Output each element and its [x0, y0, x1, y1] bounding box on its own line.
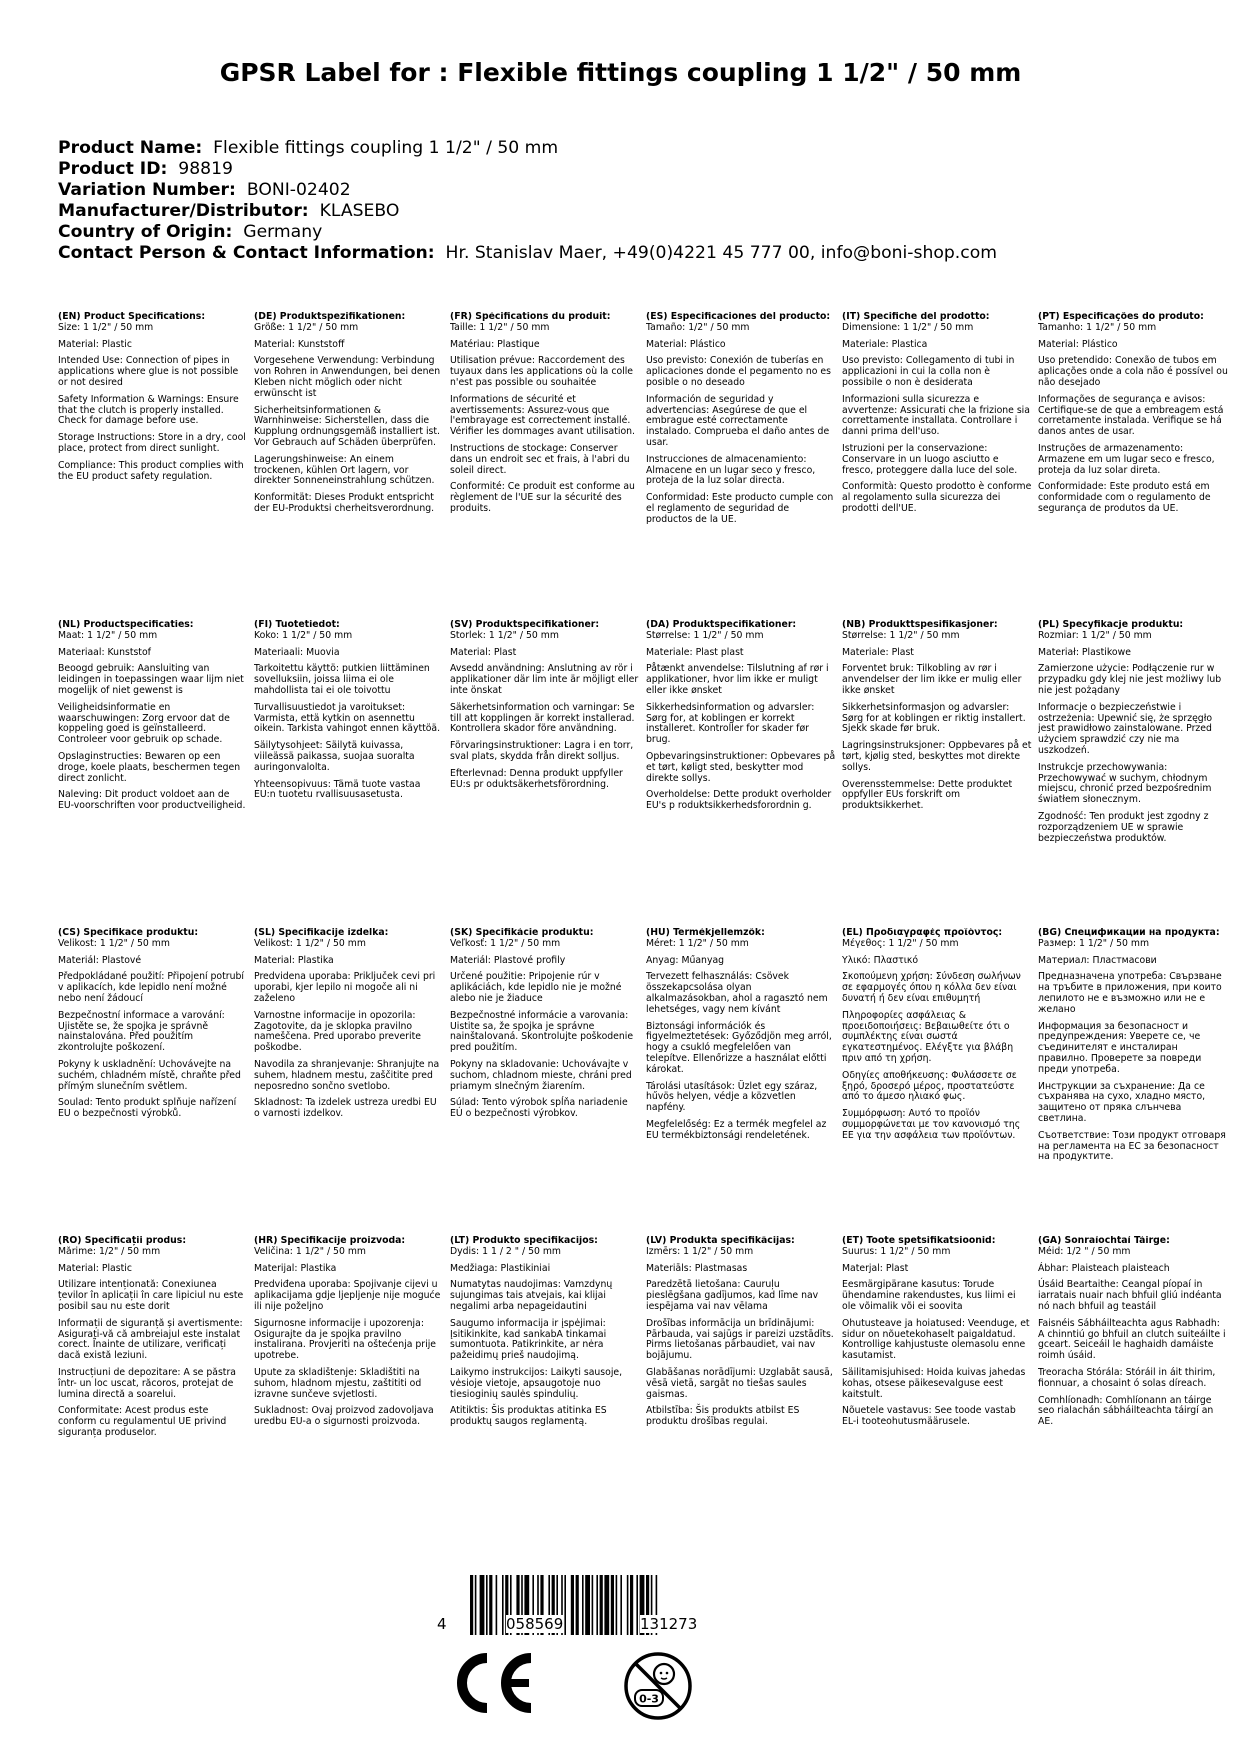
spec-paragraph: Uso previsto: Conexión de tuberías en aplicaciones donde el pegamento no es posible o no deseado: [646, 355, 831, 388]
language-spec-block: [450, 312, 646, 620]
spec-paragraph: Forventet bruk: Tilkobling av rør i anvendelser der lim ikke er mulig eller ikke ønsket: [842, 663, 1022, 696]
spec-paragraph: Veiligheidsinformatie en waarschuwingen: Zorg ervoor dat de koppeling goed is geïnstalleerd. Controleer voor gebruik op schade.: [58, 701, 230, 746]
info-value: Germany: [243, 222, 323, 242]
spec-material: Material: Kunststoff: [254, 338, 345, 350]
spec-size: Velikost: 1 1/2" / 50 mm: [254, 937, 366, 949]
spec-paragraph: Naleving: Dit product voldoet aan de EU-voorschriften voor productveiligheid.: [58, 789, 246, 812]
spec-paragraph: Informații de siguranță și avertismente: Asigurați-vă că ambreiajul este instalat corect. Înainte de utilizare, verificați dacă există leziuni.: [58, 1317, 243, 1362]
spec-heading: (PL) Specyfikacje produktu:: [1038, 620, 1184, 630]
spec-paragraph: Lagerungshinweise: An einem trockenen, kühlen Ort lagern, vor direkter Sonneneinstrahlung schützen.: [254, 453, 435, 487]
spec-size: Méret: 1 1/2" / 50 mm: [646, 937, 749, 949]
spec-heading: (SK) Špecifikácie produktu:: [450, 928, 594, 938]
spec-heading: (ES) Especificaciones del producto:: [646, 312, 831, 322]
spec-material: Materjal: Plast: [842, 1262, 909, 1274]
spec-heading: (CS) Specifikace produktu:: [58, 928, 199, 938]
info-label: Product ID:: [58, 159, 168, 179]
info-value: Hr. Stanislav Maer, +49(0)4221 45 777 00, info@boni-shop.com: [445, 243, 997, 263]
spec-paragraph: Förvaringsinstruktioner: Lagra i en torr, sval plats, skydda från direkt solljus.: [450, 740, 634, 762]
spec-paragraph: Tarkoitettu käyttö: putkien liittäminen sovelluksiin, joissa liima ei ole mahdollista tai ei ole toivottu: [254, 663, 430, 696]
info-label: Contact Person & Contact Information:: [58, 243, 435, 263]
barcode-bar: [486, 1575, 488, 1635]
spec-paragraph: Conformitate: Acest produs este conform cu regulamentul UE privind siguranța produselor.: [58, 1405, 227, 1438]
language-spec-block: [842, 1236, 1038, 1544]
spec-paragraph: Tárolási utasítások: Üzlet egy száraz, hűvös helyen, védje a közvetlen napfény.: [646, 1080, 818, 1114]
spec-paragraph: Informazioni sulla sicurezza e avvertenze: Assicurati che la frizione sia correttamente installata. Controllare i danni prima dell'uso.: [842, 393, 1030, 438]
spec-paragraph: Efterlevnad: Denna produkt uppfyller EU:s pr oduktsäkerhetsförordning.: [450, 767, 623, 790]
ce-mark-icon: [451, 1652, 536, 1714]
spec-size: Size: 1 1/2" / 50 mm: [58, 321, 154, 333]
spec-paragraph: Informations de sécurité et avertissements: Assurez-vous que l'embrayage est correctement installé. Vérifier les dommages avant utilisation.: [450, 393, 636, 438]
page-title: GPSR Label for : Flexible fittings coupling 1 1/2" / 50 mm: [219, 58, 1022, 87]
info-country-of-origin: [58, 222, 997, 243]
spec-paragraph: Opslaginstructies: Bewaren op een droge, koele plaats, beschermen tegen direct zonlicht.: [58, 750, 241, 784]
spec-material: Materiale: Plast: [842, 646, 914, 658]
spec-paragraph: Drošības informācija un brīdinājumi: Pārbauda, vai sajūgs ir pareizi uzstādīts. Pirms lietošanas pārbaudiet, vai nav bojājumu.: [646, 1317, 834, 1362]
spec-paragraph: Säilytysohjeet: Säilytä kuivassa, viileässä paikassa, suojaa suoralta auringonvalolta.: [254, 740, 415, 773]
barcode-bar: [596, 1575, 598, 1635]
spec-paragraph: Bezpečnostní informace a varování: Ujistěte se, že spojka je správně nainstalována. Před použitím zkontrolujte poškození.: [58, 1009, 225, 1054]
spec-paragraph: Atitiktis: Šis produktas atitinka ES produktų saugos reglamentą.: [450, 1405, 607, 1428]
spec-paragraph: Säkerhetsinformation och varningar: Se till att kopplingen är korrekt installerad. Kontrollera skador före användning.: [450, 701, 635, 735]
barcode-bar: [604, 1575, 609, 1635]
spec-paragraph: Sicherheitsinformationen & Warnhinweise: Sicherstellen, dass die Kupplung ordnungsgemäß installiert ist. Vor Gebrauch auf Schäden überprüfen.: [254, 404, 440, 448]
spec-paragraph: Comhlíonadh: Comhlíonann an táirge seo rialachán sábháilteachta táirgí an AE.: [1038, 1394, 1214, 1428]
spec-heading: (SL) Specifikacije izdelka:: [254, 928, 389, 938]
spec-material: Υλικό: Πλαστικό: [842, 954, 919, 966]
spec-size: Tamaño: 1/2" / 50 mm: [646, 321, 750, 333]
language-spec-block: [58, 1236, 254, 1544]
info-label: Product Name:: [58, 138, 203, 158]
spec-size: Rozmiar: 1 1/2" / 50 mm: [1038, 629, 1152, 641]
spec-size: Velikost: 1 1/2" / 50 mm: [58, 937, 170, 949]
spec-paragraph: Ohutusteave ja hoiatused: Veenduge, et sidur on nõuetekohaselt paigaldatud. Kontrollige kahjustuste olemasolu enne kasutamist.: [842, 1317, 1030, 1362]
spec-paragraph: Biztonsági információk és figyelmeztetések: Győződjön meg arról, hogy a csukló megfelelően van telepítve. Ellenőrizze a használat előtti károkat.: [646, 1020, 832, 1075]
spec-paragraph: Conformité: Ce produit est conforme au règlement de l'UE sur la sécurité des produits.: [450, 481, 635, 514]
spec-paragraph: Saugumo informacija ir įspėjimai: Įsitikinkite, kad sankabA tinkamai sumontuota. Patikrinkite, ar nėra pažeidimų prieš naudojimą.: [450, 1317, 607, 1362]
spec-paragraph: Información de seguridad y advertencias: Asegúrese de que el embrague esté correctamente instalado. Comprueba el daño antes de usar.: [646, 393, 830, 448]
spec-paragraph: Faisnéis Sábháilteachta agus Rabhadh: A chinntiú go bhfuil an clutch suiteáilte i gceart. Seiceáil le haghaidh damáiste roimh úsáid.: [1038, 1317, 1226, 1362]
info-label: Manufacturer/Distributor:: [58, 201, 309, 221]
spec-paragraph: Информация за безопасност и предупреждения: Уверете се, че съединителят е инсталиран правилно. Проверете за повреди преди употреба.: [1038, 1020, 1202, 1075]
language-spec-block: [842, 928, 1038, 1236]
barcode-bar: [636, 1575, 638, 1635]
spec-material: Material: Plast: [450, 646, 517, 658]
spec-paragraph: Avsedd användning: Anslutning av rör i applikationer där lim inte är möjligt eller inte önskat: [450, 663, 639, 696]
spec-heading: (BG) Спецификации на продукта:: [1038, 928, 1220, 938]
spec-heading: (IT) Specifiche del prodotto:: [842, 312, 990, 322]
spec-paragraph: Съответствие: Този продукт отговаря на регламента на ЕС за безопасност на продуктите.: [1038, 1129, 1226, 1163]
barcode-bar: [616, 1575, 618, 1635]
language-spec-block: [450, 928, 646, 1236]
info-value: BONI-02402: [246, 180, 351, 200]
spec-paragraph: Påtænkt anvendelse: Tilslutning af rør i applikationer, hvor lim ikke er muligt eller ikke ønsket: [646, 663, 829, 696]
barcode-bar: [480, 1575, 485, 1635]
info-variation-number: [58, 180, 997, 201]
spec-paragraph: Varnostne informacije in opozorila: Zagotovite, da je sklopka pravilno nameščena. Pred uporabo preverite poškodbe.: [254, 1009, 421, 1054]
spec-paragraph: Instrucciones de almacenamiento: Almacene en un lugar seco y fresco, proteja de la luz solar directa.: [646, 453, 816, 487]
language-spec-block: [254, 620, 450, 928]
barcode-bar: [585, 1575, 590, 1635]
spec-paragraph: Pokyny na skladovanie: Uchovávajte v suchom, chladnom mieste, chráni pred priamym slnečným žiarením.: [450, 1058, 632, 1092]
spec-size: Dimensione: 1 1/2" / 50 mm: [842, 321, 974, 333]
spec-heading: (ET) Toote spetsifikatsioonid:: [842, 1236, 996, 1246]
barcode-bar: [571, 1575, 574, 1635]
spec-paragraph: Předpokládané použití: Připojení potrubí v aplikacích, kde lepidlo není možné nebo není žádoucí: [58, 971, 244, 1004]
spec-paragraph: Pokyny k uskladnění: Uchovávejte na suchém, chladném místě, chraňte před přímým slunečním světlem.: [58, 1058, 241, 1092]
info-value: KLASEBO: [319, 201, 400, 221]
barcode-bar: [592, 1575, 594, 1635]
spec-heading: (RO) Specificații produs:: [58, 1236, 187, 1246]
spec-heading: (FI) Tuotetiedot:: [254, 620, 340, 630]
spec-paragraph: Conformidade: Este produto está em conformidade com o regulamento de segurança de produtos da UE.: [1038, 481, 1211, 514]
spec-size: Koko: 1 1/2" / 50 mm: [254, 629, 353, 641]
barcode-bar: [627, 1575, 629, 1635]
spec-material: Materiál: Plastové profily: [450, 954, 566, 966]
spec-size: Veľkosť: 1 1/2" / 50 mm: [450, 937, 561, 949]
spec-paragraph: Conformità: Questo prodotto è conforme al regolamento sulla sicurezza dei prodotti dell'UE.: [842, 481, 1032, 514]
info-label: Variation Number:: [58, 180, 236, 200]
spec-heading: (SV) Produktspecifikationer:: [450, 620, 600, 630]
info-manufacturer: [58, 201, 997, 222]
spec-heading: (GA) Sonraíochtaí Táirge:: [1038, 1236, 1170, 1246]
spec-heading: (DA) Produktspecifikationer:: [646, 620, 797, 630]
spec-paragraph: Treoracha Stórála: Stóráil in áit thirim, fionnuar, a chosaint ó solas díreach.: [1038, 1366, 1216, 1389]
spec-heading: (NL) Productspecificaties:: [58, 620, 194, 630]
spec-paragraph: Eesmärgipärane kasutus: Torude ühendamine rakendustes, kus liimi ei ole võimalik või ei soovita: [842, 1279, 1016, 1312]
language-spec-block: [1038, 312, 1234, 620]
spec-paragraph: Uso pretendido: Conexão de tubos em aplicações onde a cola não é possível ou não desejado: [1038, 355, 1228, 388]
barcode-digit-prefix: 4: [437, 1615, 447, 1633]
spec-paragraph: Οδηγίες αποθήκευσης: Φυλάσσετε σε ξηρό, δροσερό μέρος, προστατεύστε από το άμεσο ηλιακό φως.: [842, 1069, 1017, 1103]
spec-size: Størrelse: 1 1/2" / 50 mm: [842, 629, 960, 641]
spec-material: Material: Plastic: [58, 1262, 132, 1274]
spec-paragraph: Atbilstība: Šis produkts atbilst ES produktu drošības regulai.: [646, 1405, 800, 1428]
spec-paragraph: Beoogd gebruik: Aansluiting van leidingen in toepassingen waar lijm niet mogelijk of niet gewenst is: [58, 663, 244, 696]
spec-material: Material: Plástico: [1038, 338, 1118, 350]
spec-paragraph: Určené použitie: Pripojenie rúr v aplikáciách, kde lepidlo nie je možné alebo nie je žiaduce: [450, 971, 622, 1004]
age-warning-0-3-icon: [622, 1650, 694, 1722]
spec-paragraph: Intended Use: Connection of pipes in applications where glue is not possible or not desired: [58, 355, 239, 388]
barcode-bar: [576, 1575, 579, 1635]
spec-material: Material: Plastic: [58, 338, 132, 350]
language-specifications-grid: [58, 312, 1241, 1544]
spec-size: Taille: 1 1/2" / 50 mm: [450, 321, 550, 333]
barcode-digit-group-1: 058569: [506, 1615, 564, 1633]
spec-paragraph: Skladnost: Ta izdelek ustreza uredbi EU o varnosti izdelkov.: [254, 1097, 437, 1120]
barcode-digit-group-2: 131273: [640, 1615, 698, 1633]
spec-material: Ábhar: Plaisteach plaisteach: [1038, 1262, 1170, 1274]
spec-paragraph: Informacje o bezpieczeństwie i ostrzeżenia: Upewnić się, że sprzęgło jest prawidłowo zainstalowane. Przed użyciem sprawdzić czy nie ma uszkodzeń.: [1038, 701, 1213, 756]
info-contact: [58, 243, 997, 264]
spec-paragraph: Instrucțiuni de depozitare: A se păstra într- un loc uscat, răcoros, protejat de lumina directă a soarelui.: [58, 1366, 236, 1400]
product-info: [58, 138, 997, 264]
spec-paragraph: Sikkerhetsinformasjon og advarsler: Sørg for at koblingen er riktig installert. Sjekk skade før bruk.: [842, 701, 1026, 735]
spec-paragraph: Zamierzone użycie: Podłączenie rur w przypadku gdy klej nie jest możliwy lub nie jest pożądany: [1038, 663, 1222, 696]
language-spec-block: [646, 928, 842, 1236]
spec-paragraph: Opbevaringsinstruktioner: Opbevares på et tørt, køligt sted, beskytter mod direkte sollys.: [646, 750, 836, 784]
spec-material: Materiaal: Kunststof: [58, 646, 151, 658]
spec-paragraph: Zgodność: Ten produkt jest zgodny z rozporządzeniem UE w sprawie bezpieczeństwa produktów.: [1038, 810, 1209, 844]
spec-paragraph: Nõuetele vastavus: See toode vastab EL-i tooteohutusmäärusele.: [842, 1405, 1016, 1428]
language-spec-block: [842, 312, 1038, 620]
spec-size: Méid: 1/2 " / 50 mm: [1038, 1245, 1131, 1257]
spec-paragraph: Predvidena uporaba: Priključek cevi pri uporabi, kjer lepilo ni mogoče ali ni zaželeno: [254, 971, 436, 1004]
spec-paragraph: Súlad: Tento výrobok spĺňa nariadenie EÚ o bezpečnosti výrobkov.: [450, 1097, 628, 1120]
spec-paragraph: Säilitamisjuhised: Hoida kuivas jahedas kohas, otsese päikesevalguse eest kaitstult.: [842, 1366, 1026, 1400]
spec-heading: (HR) Specifikacije proizvoda:: [254, 1236, 406, 1246]
spec-paragraph: Megfelelőség: Ez a termék megfelel az EU termékbiztonsági rendeletének.: [646, 1118, 827, 1141]
language-spec-block: [646, 620, 842, 928]
info-value: Flexible fittings coupling 1 1/2" / 50 mm: [213, 138, 559, 158]
spec-heading: (DE) Produktspezifikationen:: [254, 312, 406, 322]
spec-paragraph: Informações de segurança e avisos: Certifique-se de que a embreagem está corretamente instalada. Verifique se há danos antes de usar.: [1038, 393, 1224, 438]
spec-paragraph: Storage Instructions: Store in a dry, cool place, protect from direct sunlight.: [58, 432, 246, 454]
language-spec-block: [58, 928, 254, 1236]
spec-paragraph: Konformität: Dieses Produkt entspricht der EU-Produktsi cherheitsverordnung.: [254, 492, 435, 514]
spec-paragraph: Turvallisuustiedot ja varoitukset: Varmista, että kytkin on asennettu oikein. Tarkista vahingot ennen käyttöä.: [254, 701, 441, 735]
spec-paragraph: Vorgesehene Verwendung: Verbindung von Rohren in Anwendungen, bei denen Kleben nicht möglich oder nicht erwünscht ist: [254, 355, 441, 399]
spec-material: Medžiaga: Plastikiniai: [450, 1262, 551, 1274]
barcode-bar: [620, 1575, 622, 1635]
barcode-bar: [489, 1575, 492, 1635]
spec-paragraph: Compliance: This product complies with the EU product safety regulation.: [58, 459, 244, 482]
spec-paragraph: Tervezett felhasználás: Csövek összekapcsolása olyan alkalmazásokban, ahol a ragasztó nem lehetséges, vagy nem kívánt: [646, 971, 828, 1015]
spec-size: Storlek: 1 1/2" / 50 mm: [450, 629, 559, 641]
spec-material: Material: Plástico: [646, 338, 726, 350]
spec-size: Mărime: 1/2" / 50 mm: [58, 1245, 161, 1257]
spec-size: Größe: 1 1/2" / 50 mm: [254, 321, 359, 333]
spec-paragraph: Safety Information & Warnings: Ensure that the clutch is properly installed. Check for damage before use.: [58, 393, 239, 427]
spec-paragraph: Conformidad: Este producto cumple con el reglamento de seguridad de productos de la UE.: [646, 492, 834, 525]
spec-paragraph: Πληροφορίες ασφάλειας & προειδοποιήσεις: Βεβαιωθείτε ότι ο συμπλέκτης είναι σωστά εγκατεστημένος. Ελέγξτε για βλάβη πριν από τη χρήση.: [842, 1009, 1014, 1064]
spec-heading: (LV) Produkta specifikācijas:: [646, 1236, 795, 1246]
spec-heading: (NB) Produkttspesifikasjoner:: [842, 620, 998, 630]
language-spec-block: [58, 620, 254, 928]
spec-paragraph: Laikymo instrukcijos: Laikyti sausoje, vėsioje vietoje, apsaugotoje nuo tiesioginių saulės spindulių.: [450, 1366, 623, 1400]
spec-paragraph: Overholdelse: Dette produkt overholder EU's p roduktsikkerhedsforordnin g.: [646, 789, 832, 812]
language-spec-block: [646, 312, 842, 620]
spec-size: Размер: 1 1/2" / 50 mm: [1038, 937, 1150, 949]
spec-heading: (HU) Termékjellemzők:: [646, 928, 765, 938]
spec-paragraph: Σκοπούμενη χρήση: Σύνδεση σωλήνων σε εφαρμογές όπου η κόλλα δεν είναι δυνατή ή δεν είναι επιθυμητή: [842, 971, 1021, 1004]
barcode-bar: [475, 1575, 477, 1635]
spec-material: Material: Plastika: [254, 954, 334, 966]
language-spec-block: [58, 312, 254, 620]
spec-paragraph: Numatytas naudojimas: Vamzdynų sujungimas tais atvejais, kai klijai negalimi arba nepageidautini: [450, 1279, 613, 1312]
spec-paragraph: Sigurnosne informacije i upozorenja: Osigurajte da je spojka pravilno instalirana. Provjeriti na oštećenja prije upotrebe.: [254, 1317, 436, 1362]
info-label: Country of Origin:: [58, 222, 233, 242]
spec-size: Izmērs: 1 1/2" / 50 mm: [646, 1245, 754, 1257]
spec-material: Materiaali: Muovia: [254, 646, 340, 658]
language-spec-block: [254, 312, 450, 620]
spec-material: Materiāls: Plastmasas: [646, 1262, 748, 1274]
barcode-bar: [496, 1575, 498, 1635]
spec-paragraph: Sukladnost: Ovaj proizvod zadovoljava uredbu EU-a o sigurnosti proizvoda.: [254, 1405, 434, 1428]
spec-paragraph: Instruções de armazenamento: Armazene em um lugar seco e fresco, proteja da luz solar direta.: [1038, 442, 1215, 476]
spec-paragraph: Инструкции за съхранение: Да се съхранява на сухо, хладно място, защитено от пряка слънчева светлина.: [1038, 1080, 1206, 1124]
language-spec-block: [842, 620, 1038, 928]
language-spec-block: [450, 620, 646, 928]
spec-heading: (EL) Προδιαγραφές προϊόντος:: [842, 928, 1003, 938]
spec-size: Størrelse: 1 1/2" / 50 mm: [646, 629, 764, 641]
svg-text:0-3: 0-3: [639, 1692, 659, 1706]
spec-paragraph: Instructions de stockage: Conserver dans un endroit sec et frais, à l'abri du soleil direct.: [450, 442, 630, 476]
barcode-bar: [600, 1575, 603, 1635]
info-value: 98819: [178, 159, 233, 179]
info-product-name: [58, 138, 997, 159]
spec-material: Материал: Пластмасови: [1038, 954, 1157, 966]
spec-heading: (EN) Product Specifications:: [58, 312, 206, 322]
spec-paragraph: Overensstemmelse: Dette produktet oppfyller EUs forskrift om produktsikkerhet.: [842, 778, 1013, 812]
spec-paragraph: Istruzioni per la conservazione: Conservare in un luogo asciutto e fresco, proteggere dalla luce del sole.: [842, 442, 1018, 476]
barcode-bar: [630, 1575, 633, 1635]
spec-material: Materiál: Plastové: [58, 954, 142, 966]
barcode-bar: [611, 1575, 614, 1635]
spec-size: Μέγεθος: 1 1/2" / 50 mm: [842, 937, 959, 949]
spec-material: Materiale: Plast plast: [646, 646, 744, 658]
spec-size: Suurus: 1 1/2" / 50 mm: [842, 1245, 951, 1257]
language-spec-block: [254, 1236, 450, 1544]
spec-paragraph: Predviđena uporaba: Spojivanje cijevi u aplikacijama gdje ljepljenje nije moguće ili nije poželjno: [254, 1279, 441, 1312]
spec-paragraph: Uso previsto: Collegamento di tubi in applicazioni in cui la colla non è possibile o non è desiderata: [842, 355, 1015, 388]
spec-paragraph: Bezpečnostné informácie a varovania: Uistite sa, že spojka je správne nainštalovaná. Skontrolujte poškodenie pred použitím.: [450, 1009, 634, 1054]
language-spec-block: [1038, 928, 1234, 1236]
barcode-bar: [564, 1575, 566, 1635]
spec-material: Materiale: Plastica: [842, 338, 928, 350]
spec-paragraph: Paredzētā lietošana: Cauruļu pieslēgšana gadījumos, kad līme nav iespējama vai nav vēlama: [646, 1279, 819, 1312]
language-spec-block: [1038, 1236, 1234, 1544]
spec-paragraph: Yhteensopivuus: Tämä tuote vastaa EU:n tuotetu rvallisuusasetusta.: [254, 778, 421, 801]
spec-size: Maat: 1 1/2" / 50 mm: [58, 629, 158, 641]
spec-paragraph: Navodila za shranjevanje: Shranjujte na suhem, hladnem mestu, zaščitite pred neposredno sončno svetlobo.: [254, 1058, 440, 1092]
spec-paragraph: Glabāšanas norādījumi: Uzglabāt sausā, vēsā vietā, sargāt no tiešas saules gaismas.: [646, 1366, 833, 1400]
spec-paragraph: Предназначена употреба: Свързване на тръбите в приложения, при които лепилото не е възможно или не е желано: [1038, 971, 1222, 1015]
barcode-bar: [470, 1575, 473, 1635]
barcode-bar: [502, 1575, 504, 1635]
info-product-id: [58, 159, 997, 180]
spec-size: Dydis: 1 1 / 2 " / 50 mm: [450, 1245, 561, 1257]
spec-paragraph: Soulad: Tento produkt splňuje nařízení EU o bezpečnosti výrobků.: [58, 1097, 237, 1120]
spec-size: Veličina: 1 1/2" / 50 mm: [254, 1245, 366, 1257]
language-spec-block: [1038, 620, 1234, 928]
spec-size: Tamanho: 1 1/2" / 50 mm: [1038, 321, 1157, 333]
barcode-bar: [582, 1575, 584, 1635]
spec-material: Anyag: Műanyag: [646, 954, 725, 966]
language-spec-block: [646, 1236, 842, 1544]
spec-paragraph: Utilisation prévue: Raccordement des tuyaux dans les applications où la colle n'est pas possible ou souhaitée: [450, 355, 634, 388]
spec-paragraph: Lagringsinstruksjoner: Oppbevares på et tørt, kjølig sted, beskyttes mot direkte sollys.: [842, 740, 1032, 773]
spec-material: Materiał: Plastikowe: [1038, 646, 1131, 658]
spec-heading: (FR) Spécifications du produit:: [450, 312, 611, 322]
spec-paragraph: Instrukcje przechowywania: Przechowywać w suchym, chłodnym miejscu, chronić przed bezpośrednim światłem słonecznym.: [1038, 761, 1212, 806]
spec-heading: (PT) Especificações do produto:: [1038, 312, 1204, 322]
spec-paragraph: Συμμόρφωση: Αυτό το προϊόν συμμορφώνεται με τον κανονισμό της ΕΕ για την ασφάλεια των προϊόντων.: [842, 1108, 1021, 1141]
spec-material: Matériau: Plastique: [450, 338, 540, 350]
spec-paragraph: Utilizare intenționată: Conexiunea țevilor în aplicații în care lipiciul nu este posibil sau nu este dorit: [58, 1279, 244, 1312]
spec-heading: (LT) Produkto specifikacijos:: [450, 1236, 598, 1246]
spec-paragraph: Sikkerhedsinformation og advarsler: Sørg for, at koblingen er korrekt installeret. Kontroller for skader før brug.: [646, 701, 815, 746]
spec-paragraph: Upute za skladištenje: Skladištiti na suhom, hladnom mjestu, zaštititi od izravne sunčeve svjetlosti.: [254, 1366, 422, 1400]
language-spec-block: [450, 1236, 646, 1544]
spec-paragraph: Úsáid Beartaithe: Ceangal píopaí in iarratais nuair nach bhfuil gliú indéanta nó nach bhfuil ag teastáil: [1038, 1279, 1222, 1312]
language-spec-block: [254, 928, 450, 1236]
spec-material: Materijal: Plastika: [254, 1262, 337, 1274]
